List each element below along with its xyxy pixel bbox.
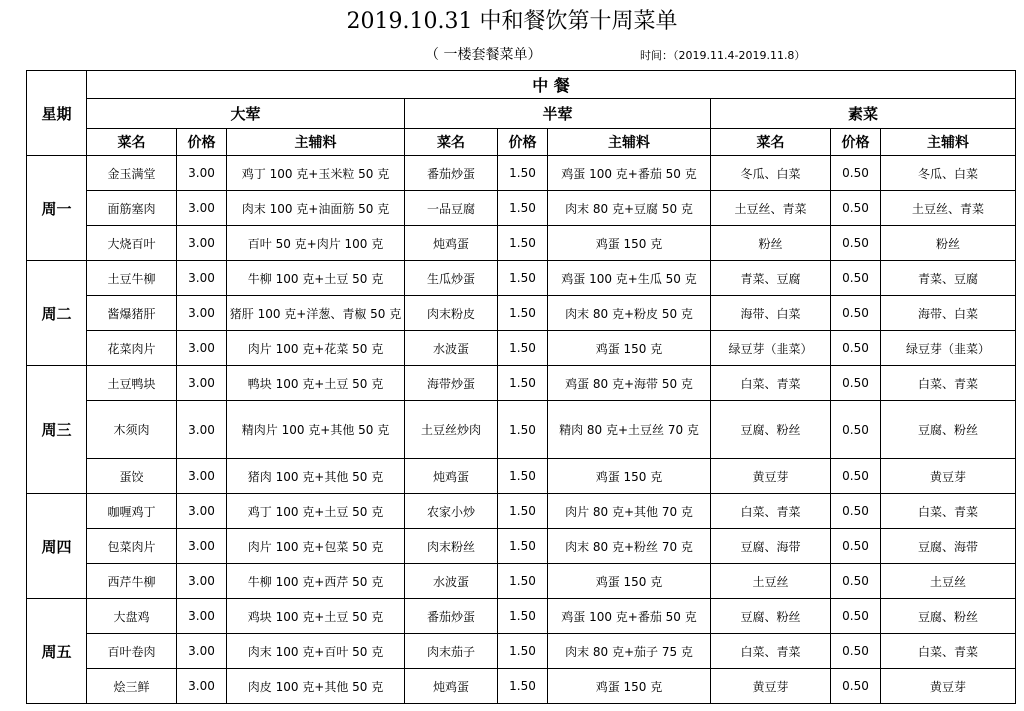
large-ingredients: 肉末 100 克+百叶 50 克 — [227, 634, 405, 669]
price-header: 价格 — [831, 129, 881, 156]
veg-dish-name: 绿豆芽（韭菜） — [711, 331, 831, 366]
veg-price: 0.50 — [831, 366, 881, 401]
veg-ingredients: 青菜、豆腐 — [881, 261, 1016, 296]
veg-dish-name: 青菜、豆腐 — [711, 261, 831, 296]
large-meat-header: 大荤 — [87, 99, 405, 129]
veg-dish-name: 黄豆芽 — [711, 459, 831, 494]
table-row — [27, 191, 1016, 226]
veg-price: 0.50 — [831, 331, 881, 366]
large-price: 3.00 — [177, 401, 227, 459]
veg-dish-name: 冬瓜、白菜 — [711, 156, 831, 191]
table-row — [27, 401, 1016, 459]
half-ingredients: 肉片 80 克+其他 70 克 — [548, 494, 711, 529]
weekday-label: 周五 — [27, 599, 87, 704]
half-ingredients: 鸡蛋 150 克 — [548, 226, 711, 261]
half-price: 1.50 — [498, 156, 548, 191]
ingredients-header: 主辅料 — [881, 129, 1016, 156]
veg-price: 0.50 — [831, 459, 881, 494]
large-price: 3.00 — [177, 226, 227, 261]
table-row — [27, 599, 1016, 634]
table-row — [27, 564, 1016, 599]
half-dish-name: 肉末粉皮 — [405, 296, 498, 331]
large-dish-name: 土豆牛柳 — [87, 261, 177, 296]
large-price: 3.00 — [177, 459, 227, 494]
veg-dish-name: 白菜、青菜 — [711, 634, 831, 669]
half-dish-name: 土豆丝炒肉 — [405, 401, 498, 459]
veg-ingredients: 土豆丝、青菜 — [881, 191, 1016, 226]
large-ingredients: 鸡块 100 克+土豆 50 克 — [227, 599, 405, 634]
veg-dish-name: 粉丝 — [711, 226, 831, 261]
large-dish-name: 咖喱鸡丁 — [87, 494, 177, 529]
weekday-label: 周三 — [27, 366, 87, 494]
large-price: 3.00 — [177, 564, 227, 599]
half-price: 1.50 — [498, 331, 548, 366]
veg-price: 0.50 — [831, 634, 881, 669]
large-dish-name: 面筋塞肉 — [87, 191, 177, 226]
veg-ingredients: 海带、白菜 — [881, 296, 1016, 331]
veg-dish-name: 白菜、青菜 — [711, 494, 831, 529]
half-ingredients: 肉末 80 克+粉丝 70 克 — [548, 529, 711, 564]
large-price: 3.00 — [177, 529, 227, 564]
weekday-label: 周四 — [27, 494, 87, 599]
half-price: 1.50 — [498, 261, 548, 296]
table-row — [27, 669, 1016, 704]
veg-ingredients: 土豆丝 — [881, 564, 1016, 599]
large-dish-name: 西芹牛柳 — [87, 564, 177, 599]
veg-ingredients: 白菜、青菜 — [881, 634, 1016, 669]
vegetable-header: 素菜 — [711, 99, 1016, 129]
veg-dish-name: 黄豆芽 — [711, 669, 831, 704]
large-dish-name: 蛋饺 — [87, 459, 177, 494]
large-dish-name: 烩三鲜 — [87, 669, 177, 704]
veg-ingredients: 白菜、青菜 — [881, 366, 1016, 401]
table-row — [27, 494, 1016, 529]
half-price: 1.50 — [498, 226, 548, 261]
large-price: 3.00 — [177, 599, 227, 634]
large-ingredients: 肉片 100 克+包菜 50 克 — [227, 529, 405, 564]
table-row — [27, 634, 1016, 669]
veg-ingredients: 冬瓜、白菜 — [881, 156, 1016, 191]
half-price: 1.50 — [498, 634, 548, 669]
large-ingredients: 牛柳 100 克+土豆 50 克 — [227, 261, 405, 296]
half-price: 1.50 — [498, 599, 548, 634]
large-price: 3.00 — [177, 191, 227, 226]
half-ingredients: 肉末 80 克+豆腐 50 克 — [548, 191, 711, 226]
large-ingredients: 肉皮 100 克+其他 50 克 — [227, 669, 405, 704]
price-header: 价格 — [498, 129, 548, 156]
half-ingredients: 肉末 80 克+茄子 75 克 — [548, 634, 711, 669]
half-price: 1.50 — [498, 529, 548, 564]
half-ingredients: 鸡蛋 100 克+番茄 50 克 — [548, 156, 711, 191]
half-price: 1.50 — [498, 669, 548, 704]
veg-ingredients: 黄豆芽 — [881, 459, 1016, 494]
menu-title: 2019.10.31 中和餐饮第十周菜单 — [346, 9, 678, 34]
table-row — [27, 296, 1016, 331]
half-ingredients: 鸡蛋 80 克+海带 50 克 — [548, 366, 711, 401]
veg-ingredients: 黄豆芽 — [881, 669, 1016, 704]
veg-price: 0.50 — [831, 564, 881, 599]
large-ingredients: 猪肉 100 克+其他 50 克 — [227, 459, 405, 494]
large-ingredients: 鸭块 100 克+土豆 50 克 — [227, 366, 405, 401]
veg-price: 0.50 — [831, 226, 881, 261]
large-price: 3.00 — [177, 366, 227, 401]
half-dish-name: 番茄炒蛋 — [405, 156, 498, 191]
table-row — [27, 366, 1016, 401]
lunch-header: 中 餐 — [87, 71, 1016, 99]
large-price: 3.00 — [177, 331, 227, 366]
weekday-label: 周二 — [27, 261, 87, 366]
large-dish-name: 酱爆猪肝 — [87, 296, 177, 331]
large-ingredients: 猪肝 100 克+洋葱、青椒 50 克 — [227, 296, 405, 331]
half-dish-name: 水波蛋 — [405, 331, 498, 366]
veg-price: 0.50 — [831, 494, 881, 529]
half-ingredients: 鸡蛋 150 克 — [548, 331, 711, 366]
veg-ingredients: 白菜、青菜 — [881, 494, 1016, 529]
half-dish-name: 农家小炒 — [405, 494, 498, 529]
large-ingredients: 肉片 100 克+花菜 50 克 — [227, 331, 405, 366]
veg-price: 0.50 — [831, 191, 881, 226]
half-dish-name: 炖鸡蛋 — [405, 669, 498, 704]
large-dish-name: 金玉满堂 — [87, 156, 177, 191]
veg-price: 0.50 — [831, 261, 881, 296]
large-dish-name: 百叶卷肉 — [87, 634, 177, 669]
veg-ingredients: 豆腐、粉丝 — [881, 401, 1016, 459]
table-row — [27, 459, 1016, 494]
veg-price: 0.50 — [831, 296, 881, 331]
veg-ingredients: 豆腐、海带 — [881, 529, 1016, 564]
large-ingredients: 牛柳 100 克+西芹 50 克 — [227, 564, 405, 599]
half-price: 1.50 — [498, 459, 548, 494]
large-ingredients: 百叶 50 克+肉片 100 克 — [227, 226, 405, 261]
half-dish-name: 海带炒蛋 — [405, 366, 498, 401]
ingredients-header: 主辅料 — [227, 129, 405, 156]
menu-body — [27, 156, 1016, 704]
half-dish-name: 炖鸡蛋 — [405, 226, 498, 261]
table-row — [27, 261, 1016, 296]
large-dish-name: 木须肉 — [87, 401, 177, 459]
veg-ingredients: 绿豆芽（韭菜） — [881, 331, 1016, 366]
half-ingredients: 鸡蛋 150 克 — [548, 564, 711, 599]
veg-dish-name: 土豆丝 — [711, 564, 831, 599]
menu-subtitle: （ 一楼套餐菜单） — [425, 47, 542, 63]
large-dish-name: 花菜肉片 — [87, 331, 177, 366]
veg-ingredients: 粉丝 — [881, 226, 1016, 261]
large-ingredients: 精肉片 100 克+其他 50 克 — [227, 401, 405, 459]
table-row — [27, 529, 1016, 564]
half-dish-name: 番茄炒蛋 — [405, 599, 498, 634]
large-ingredients: 鸡丁 100 克+土豆 50 克 — [227, 494, 405, 529]
veg-price: 0.50 — [831, 401, 881, 459]
large-dish-name: 土豆鸭块 — [87, 366, 177, 401]
veg-dish-name: 海带、白菜 — [711, 296, 831, 331]
large-ingredients: 鸡丁 100 克+玉米粒 50 克 — [227, 156, 405, 191]
half-price: 1.50 — [498, 564, 548, 599]
menu-date-range: 时间：（2019.11.4-2019.11.8） — [640, 49, 806, 62]
half-ingredients: 鸡蛋 150 克 — [548, 459, 711, 494]
half-ingredients: 鸡蛋 100 克+生瓜 50 克 — [548, 261, 711, 296]
table-row — [27, 226, 1016, 261]
large-price: 3.00 — [177, 634, 227, 669]
veg-price: 0.50 — [831, 529, 881, 564]
veg-dish-name: 土豆丝、青菜 — [711, 191, 831, 226]
large-price: 3.00 — [177, 669, 227, 704]
half-dish-name: 炖鸡蛋 — [405, 459, 498, 494]
price-header: 价格 — [177, 129, 227, 156]
half-price: 1.50 — [498, 296, 548, 331]
large-dish-name: 大烧百叶 — [87, 226, 177, 261]
half-dish-name: 肉末粉丝 — [405, 529, 498, 564]
large-ingredients: 肉末 100 克+油面筋 50 克 — [227, 191, 405, 226]
half-dish-name: 肉末茄子 — [405, 634, 498, 669]
large-dish-name: 大盘鸡 — [87, 599, 177, 634]
veg-dish-name: 豆腐、粉丝 — [711, 401, 831, 459]
half-ingredients: 鸡蛋 150 克 — [548, 669, 711, 704]
half-price: 1.50 — [498, 494, 548, 529]
half-ingredients: 肉末 80 克+粉皮 50 克 — [548, 296, 711, 331]
half-ingredients: 鸡蛋 100 克+番茄 50 克 — [548, 599, 711, 634]
table-row — [27, 156, 1016, 191]
weekday-label: 周一 — [27, 156, 87, 261]
large-price: 3.00 — [177, 296, 227, 331]
dish-name-header: 菜名 — [405, 129, 498, 156]
half-meat-header: 半荤 — [405, 99, 711, 129]
veg-dish-name: 白菜、青菜 — [711, 366, 831, 401]
half-dish-name: 生瓜炒蛋 — [405, 261, 498, 296]
veg-price: 0.50 — [831, 156, 881, 191]
half-dish-name: 水波蛋 — [405, 564, 498, 599]
large-price: 3.00 — [177, 156, 227, 191]
table-row — [27, 331, 1016, 366]
large-price: 3.00 — [177, 261, 227, 296]
veg-ingredients: 豆腐、粉丝 — [881, 599, 1016, 634]
menu-table — [26, 70, 1016, 704]
ingredients-header: 主辅料 — [548, 129, 711, 156]
dish-name-header: 菜名 — [711, 129, 831, 156]
half-ingredients: 精肉 80 克+土豆丝 70 克 — [548, 401, 711, 459]
weekday-header: 星期 — [27, 71, 87, 156]
veg-dish-name: 豆腐、粉丝 — [711, 599, 831, 634]
veg-price: 0.50 — [831, 669, 881, 704]
large-dish-name: 包菜肉片 — [87, 529, 177, 564]
half-price: 1.50 — [498, 366, 548, 401]
veg-dish-name: 豆腐、海带 — [711, 529, 831, 564]
dish-name-header: 菜名 — [87, 129, 177, 156]
half-price: 1.50 — [498, 191, 548, 226]
large-price: 3.00 — [177, 494, 227, 529]
half-price: 1.50 — [498, 401, 548, 459]
half-dish-name: 一品豆腐 — [405, 191, 498, 226]
veg-price: 0.50 — [831, 599, 881, 634]
